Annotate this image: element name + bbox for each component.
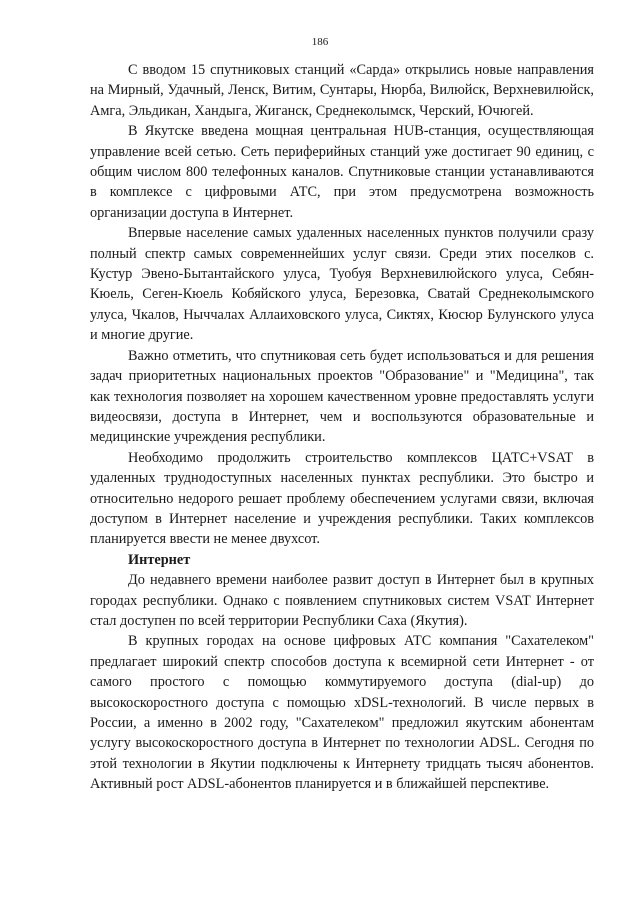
paragraph-sakhatelecom-adsl: В крупных городах на основе цифровых АТС компания "Сахателеком" предлагает широкий спектр способов доступа к всемирной сети Интернет - от самого простого с помощью коммутируемого доступа (dial-up) до высокоскоростного доступа с помощью xDSL-технологий. В числе первых в России, а именно в 2002 году, "Сахателеком" предложил якутским абонентам услугу высокоскоростного доступа в Интернет по технологии ADSL. Сегодня по этой технологии в Якутии подключены к Интернету тридцать тысяч абонентов. Активный рост ADSL-абонентов планируется и в ближайшей перспективе. xyxy=(90,633,594,793)
section-heading-internet: Интернет xyxy=(128,551,191,568)
page-number: 186 xyxy=(311,36,329,48)
paragraph-hub-station: В Якутске введена мощная центральная HUB-станция, осуществляющая управление всей сетью. Сеть периферийных станций уже достигает 90 единиц, с общим числом 800 телефонных каналов. Спутниковые станции устанавливаются в комплексе с цифровыми АТС, при этом предусмотрена возможность организации доступа в Интернет. xyxy=(90,123,594,221)
paragraph-national-projects: Важно отметить, что спутниковая сеть будет использоваться и для решения задач приоритетных национальных проектов "Образование" и "Медицина", так как технология позволяет на хорошем качественном уровне предоставлять услуги видеосвязи, доступа в Интернет, чем и воспользуются образовательные и медицинские учреждения республики. xyxy=(90,347,594,446)
paragraph-sarda-stations: С вводом 15 спутниковых станций «Сарда» открылись новые направления на Мирный, Удачный, Ленск, Витим, Сунтары, Нюрба, Вилюйск, Верхневилюйск, Амга, Эльдикан, Хандыга, Жиганск, Среднеколымск, Черский, Ючюгей. xyxy=(90,62,594,119)
page-body xyxy=(90,60,594,795)
paragraph-internet-access: До недавнего времени наиболее развит доступ в Интернет был в крупных городах республики. Однако с появлением спутниковых систем VSAT Интернет стал доступен по всей территории Республики Саха (Якутия). xyxy=(90,572,594,629)
paragraph-vsat-complexes: Необходимо продолжить строительство комплексов ЦАТС+VSAT в удаленных труднодоступных населенных пунктах республики. Это быстро и относительно недорого решает проблему обеспечением услугами связи, включая доступом в Интернет население и учреждения республики. Таких комплексов планируется ввести не менее двухсот. xyxy=(90,449,594,548)
paragraph-remote-settlements: Впервые население самых удаленных населенных пунктов получили сразу полный спектр самых современнейших услуг связи. Среди этих поселков с. Кустур Эвено-Бытантайского улуса, Туобуя Верхневилюйского улуса, Себян-Кюель, Сеген-Кюель Кобяйского улуса, Березовка, Сватай Среднеколымского улуса, Чкалов, Ныччалах Аллаиховского улуса, Сиктях, Кюсюр Булунского улуса и многие другие. xyxy=(90,225,594,344)
